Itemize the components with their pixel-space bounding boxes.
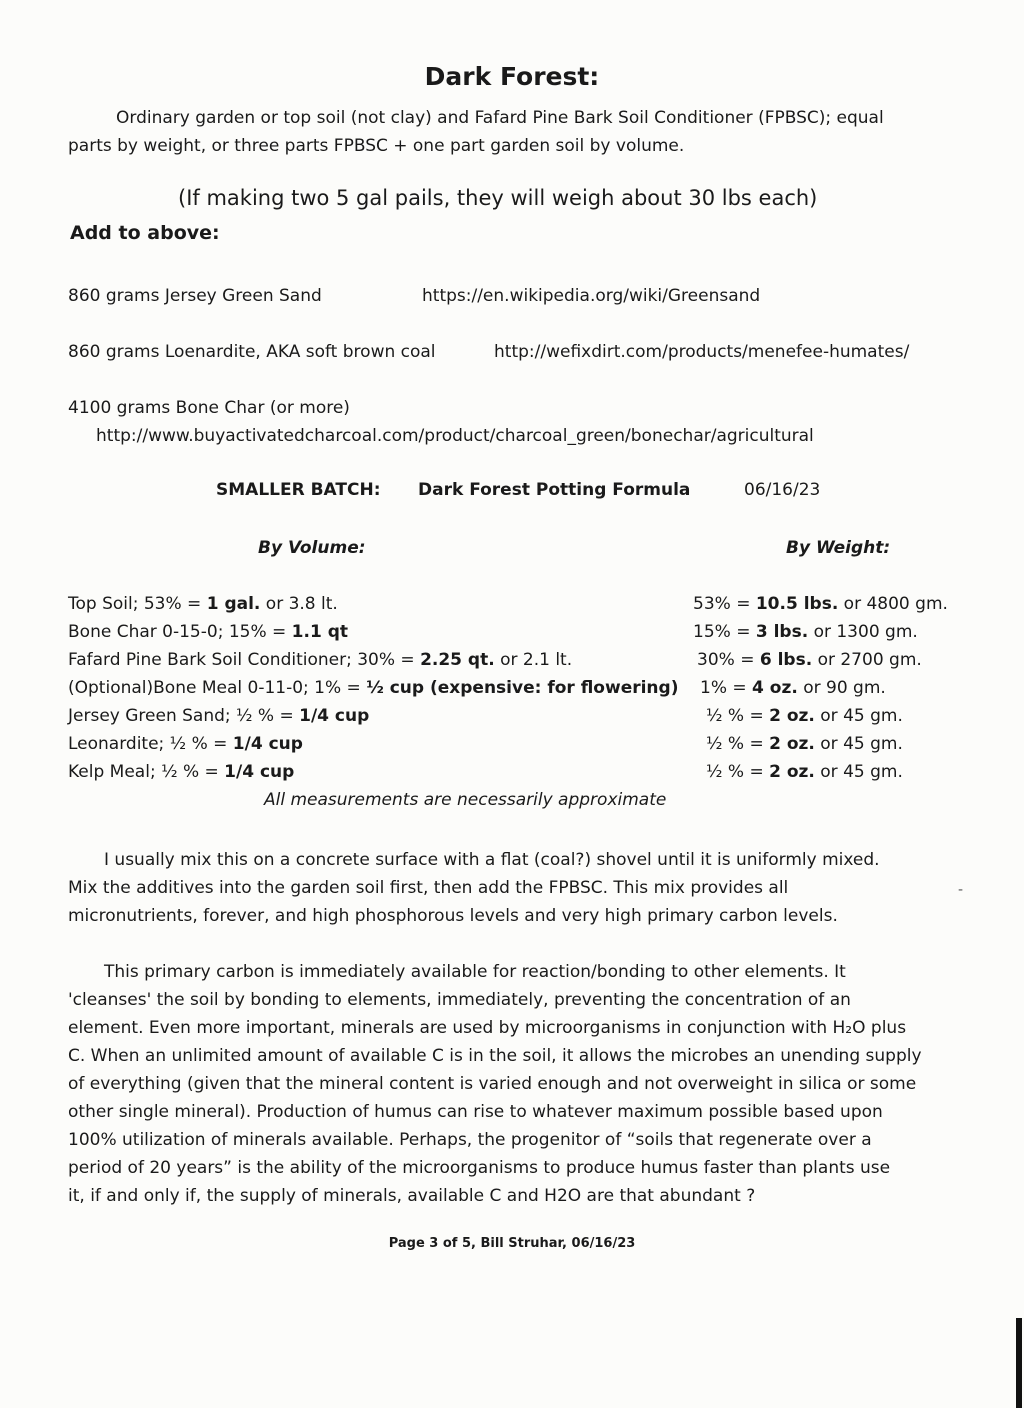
- batch-date: 06/16/23: [744, 480, 821, 500]
- row-weight-green-sand: ½ % = 2 oz. or 45 gm.: [706, 706, 903, 726]
- addition-url-bonechar[interactable]: http://www.buyactivatedcharcoal.com/product/charcoal_green/bonechar/agricultural: [96, 426, 814, 446]
- addition-item-greensand: 860 grams Jersey Green Sand: [68, 286, 322, 306]
- batch-label: SMALLER BATCH:: [216, 480, 381, 500]
- row-volume-bone-char: Bone Char 0-15-0; 15% = 1.1 qt: [68, 622, 348, 642]
- row-weight-top-soil: 53% = 10.5 lbs. or 4800 gm.: [693, 594, 948, 614]
- scan-edge-mark: [1016, 1318, 1022, 1408]
- row-weight-kelp-meal: ½ % = 2 oz. or 45 gm.: [706, 762, 903, 782]
- document-title: Dark Forest:: [424, 62, 600, 91]
- carbon-line-4: C. When an unlimited amount of available C is in the soil, it allows the microbes an unending supply: [68, 1046, 922, 1066]
- carbon-line-3: element. Even more important, minerals are used by microorganisms in conjunction with H₂O plus: [68, 1018, 907, 1038]
- add-to-above-heading: Add to above:: [70, 222, 220, 244]
- mixing-line-2: Mix the additives into the garden soil first, then add the FPBSC. This mix provides all: [68, 878, 789, 898]
- row-weight-leonardite: ½ % = 2 oz. or 45 gm.: [706, 734, 903, 754]
- carbon-line-8: period of 20 years” is the ability of the microorganisms to produce humus faster than plants use: [68, 1158, 891, 1178]
- intro-line-2: parts by weight, or three parts FPBSC + one part garden soil by volume.: [68, 136, 685, 156]
- addition-item-leonardite: 860 grams Loenardite, AKA soft brown coal: [68, 342, 436, 362]
- row-weight-bone-char: 15% = 3 lbs. or 1300 gm.: [693, 622, 918, 642]
- row-weight-fafard: 30% = 6 lbs. or 2700 gm.: [697, 650, 922, 670]
- addition-item-bonechar: 4100 grams Bone Char (or more): [68, 398, 350, 418]
- row-volume-fafard: Fafard Pine Bark Soil Conditioner; 30% = 2.25 qt. or 2.1 lt.: [68, 650, 573, 670]
- mixing-line-3: micronutrients, forever, and high phosphorous levels and very high primary carbon levels.: [68, 906, 838, 926]
- carbon-line-1: This primary carbon is immediately available for reaction/bonding to other elements. It: [104, 962, 846, 982]
- carbon-line-2: 'cleanses' the soil by bonding to elements, immediately, preventing the concentration of an: [68, 990, 851, 1010]
- mixing-line-1: I usually mix this on a concrete surface with a flat (coal?) shovel until it is uniformly mixed.: [104, 850, 880, 870]
- intro-paragraph: [68, 104, 968, 160]
- row-volume-leonardite: Leonardite; ½ % = 1/4 cup: [68, 734, 303, 754]
- row-volume-kelp-meal: Kelp Meal; ½ % = 1/4 cup: [68, 762, 295, 782]
- row-volume-bone-meal: (Optional)Bone Meal 0-11-0; 1% = ½ cup (expensive: for flowering): [68, 678, 679, 698]
- approximation-note: All measurements are necessarily approximate: [264, 790, 667, 810]
- row-volume-top-soil: Top Soil; 53% = 1 gal. or 3.8 lt.: [68, 594, 338, 614]
- by-volume-header: By Volume:: [258, 538, 366, 558]
- carbon-paragraph: [68, 958, 973, 1210]
- addition-url-greensand[interactable]: https://en.wikipedia.org/wiki/Greensand: [422, 286, 761, 306]
- batch-formula-name: Dark Forest Potting Formula: [418, 480, 691, 500]
- carbon-line-9: it, if and only if, the supply of minerals, available C and H2O are that abundant ?: [68, 1186, 756, 1206]
- addition-url-leonardite[interactable]: http://wefixdirt.com/products/menefee-humates/: [494, 342, 910, 362]
- page-footer: Page 3 of 5, Bill Struhar, 06/16/23: [388, 1236, 636, 1251]
- intro-line-1: Ordinary garden or top soil (not clay) and Fafard Pine Bark Soil Conditioner (FPBSC); equal: [116, 108, 884, 128]
- weight-note: (If making two 5 gal pails, they will weigh about 30 lbs each): [178, 186, 818, 210]
- carbon-line-7: 100% utilization of minerals available. Perhaps, the progenitor of “soils that regenerate over a: [68, 1130, 872, 1150]
- scan-mark-dash: -: [958, 882, 964, 898]
- mixing-paragraph: [68, 846, 973, 930]
- carbon-line-5: of everything (given that the mineral content is varied enough and not overweight in silica or some: [68, 1074, 917, 1094]
- row-weight-bone-meal: 1% = 4 oz. or 90 gm.: [700, 678, 886, 698]
- carbon-line-6: other single mineral). Production of humus can rise to whatever maximum possible based upon: [68, 1102, 883, 1122]
- by-weight-header: By Weight:: [786, 538, 891, 558]
- row-volume-green-sand: Jersey Green Sand; ½ % = 1/4 cup: [68, 706, 370, 726]
